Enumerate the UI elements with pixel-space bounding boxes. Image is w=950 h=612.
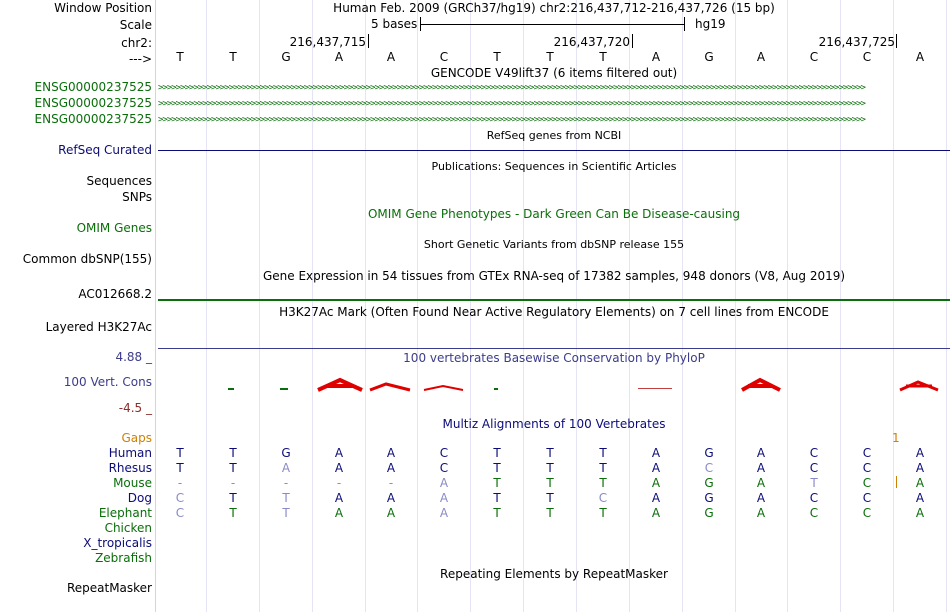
reference-base: C bbox=[439, 50, 449, 64]
phylop-peak-2 bbox=[370, 384, 410, 390]
gencode-item-label-2[interactable]: ENSG00000237525 bbox=[34, 96, 152, 110]
species-aligned-base: T bbox=[229, 491, 237, 505]
species-aligned-base: G bbox=[704, 506, 714, 520]
position-label-3: 216,437,725 bbox=[818, 35, 895, 49]
phylop-peak-3 bbox=[424, 386, 463, 390]
reference-base: T bbox=[493, 50, 501, 64]
species-label[interactable]: Human bbox=[108, 446, 152, 460]
gtex-gene-label[interactable]: AC012668.2 bbox=[78, 287, 152, 301]
refseq-feature-line[interactable] bbox=[158, 150, 950, 151]
species-aligned-base: T bbox=[546, 491, 554, 505]
gencode-item-label-3[interactable]: ENSG00000237525 bbox=[34, 112, 152, 126]
species-aligned-base: - bbox=[388, 476, 394, 490]
species-aligned-base: T bbox=[282, 506, 290, 520]
species-aligned-base: A bbox=[386, 461, 396, 475]
phylop-bar-1 bbox=[228, 388, 234, 390]
species-aligned-base: A bbox=[915, 476, 925, 490]
species-aligned-base: C bbox=[809, 506, 819, 520]
gencode-gene-feature-1[interactable]: >>>>>>>>>>>>>>>>>>>>>>>>>>>>>>>>>>>>>>>>>>>>>>>>>>>>>>>>>>>>>>>>>>>>>>>>>>>>>>>>>>>>>>>>>>>>>>>>>>>>>>>>>>>>>>>>>>>>>>>>>>>>>>>>>>>>>>>>>>>>>>>>>>>>>>>>>>>>>>>> bbox=[158, 84, 865, 92]
species-aligned-base: C bbox=[175, 491, 185, 505]
species-aligned-base: A bbox=[756, 446, 766, 460]
species-aligned-base: C bbox=[175, 506, 185, 520]
reference-base: A bbox=[334, 50, 344, 64]
reference-base: T bbox=[229, 50, 237, 64]
species-aligned-base: T bbox=[176, 461, 184, 475]
scale-bar-text: 5 bases bbox=[371, 17, 418, 31]
strand-arrow-label: ---> bbox=[128, 52, 152, 66]
dbsnp-track-title: Short Genetic Variants from dbSNP release 155 bbox=[423, 238, 685, 251]
species-aligned-base: C bbox=[439, 461, 449, 475]
omim-track-title: OMIM Gene Phenotypes - Dark Green Can Be Disease-causing bbox=[367, 207, 741, 221]
species-label[interactable]: Zebrafish bbox=[95, 551, 152, 565]
species-label[interactable]: Elephant bbox=[98, 506, 152, 520]
species-aligned-base: C bbox=[862, 506, 872, 520]
species-aligned-base: A bbox=[334, 461, 344, 475]
phylop-peak-4 bbox=[742, 380, 780, 390]
phylop-bar-3 bbox=[494, 388, 498, 390]
phylop-track-title: 100 vertebrates Basewise Conservation by PhyloP bbox=[403, 351, 705, 365]
species-aligned-base: T bbox=[599, 476, 607, 490]
gtex-track-title: Gene Expression in 54 tissues from GTEx RNA-seq of 17382 samples, 948 donors (V8, Aug 2019) bbox=[262, 269, 846, 283]
reference-base: T bbox=[546, 50, 554, 64]
phylop-track-label[interactable]: 100 Vert. Cons bbox=[63, 375, 152, 389]
phylop-bar-2 bbox=[280, 388, 288, 390]
species-aligned-base: - bbox=[336, 476, 342, 490]
species-aligned-base: C bbox=[598, 491, 608, 505]
species-aligned-base: C bbox=[862, 476, 872, 490]
species-aligned-base: T bbox=[546, 506, 554, 520]
gencode-track-title: GENCODE V49lift37 (6 items filtered out) bbox=[430, 66, 678, 80]
reference-base: G bbox=[704, 50, 714, 64]
species-aligned-base: C bbox=[704, 461, 714, 475]
position-label-1: 216,437,715 bbox=[289, 35, 366, 49]
gencode-gene-feature-2[interactable]: >>>>>>>>>>>>>>>>>>>>>>>>>>>>>>>>>>>>>>>>>>>>>>>>>>>>>>>>>>>>>>>>>>>>>>>>>>>>>>>>>>>>>>>>>>>>>>>>>>>>>>>>>>>>>>>>>>>>>>>>>>>>>>>>>>>>>>>>>>>>>>>>>>>>>>>>>>>>>>>> bbox=[158, 100, 865, 108]
species-aligned-base: C bbox=[439, 446, 449, 460]
species-aligned-base: T bbox=[493, 506, 501, 520]
species-aligned-base: - bbox=[177, 476, 183, 490]
species-aligned-base: A bbox=[651, 446, 661, 460]
species-aligned-base: A bbox=[756, 461, 766, 475]
chrom-label: chr2: bbox=[121, 36, 152, 50]
species-aligned-base: T bbox=[546, 446, 554, 460]
species-aligned-base: C bbox=[809, 461, 819, 475]
species-label[interactable]: Mouse bbox=[113, 476, 152, 490]
window-position-label: Window Position bbox=[54, 1, 152, 15]
species-aligned-base: A bbox=[334, 446, 344, 460]
species-label[interactable]: Rhesus bbox=[108, 461, 152, 475]
publications-track-title: Publications: Sequences in Scientific Articles bbox=[431, 160, 677, 173]
species-aligned-base: T bbox=[546, 476, 554, 490]
position-tick-2 bbox=[632, 34, 633, 48]
species-aligned-base: A bbox=[651, 491, 661, 505]
scale-label: Scale bbox=[119, 18, 152, 32]
h3k27ac-label[interactable]: Layered H3K27Ac bbox=[45, 320, 152, 334]
label-separator bbox=[155, 0, 156, 612]
species-aligned-base: T bbox=[599, 446, 607, 460]
species-aligned-base: A bbox=[386, 491, 396, 505]
species-aligned-base: T bbox=[493, 491, 501, 505]
species-aligned-base: T bbox=[810, 476, 818, 490]
gaps-label: Gaps bbox=[121, 431, 152, 445]
species-aligned-base: A bbox=[386, 446, 396, 460]
reference-base: A bbox=[386, 50, 396, 64]
species-aligned-base: - bbox=[283, 476, 289, 490]
species-aligned-base: - bbox=[230, 476, 236, 490]
species-aligned-base: T bbox=[229, 461, 237, 475]
phylop-min-label: -4.5 _ bbox=[118, 401, 152, 415]
phylop-max-label: 4.88 _ bbox=[115, 350, 152, 364]
species-aligned-base: C bbox=[809, 446, 819, 460]
refseq-track-title: RefSeq genes from NCBI bbox=[486, 129, 622, 142]
publications-snps-label[interactable]: SNPs bbox=[122, 190, 152, 204]
species-aligned-base: T bbox=[493, 461, 501, 475]
species-aligned-base: A bbox=[334, 506, 344, 520]
species-aligned-base: C bbox=[862, 446, 872, 460]
species-aligned-base: A bbox=[756, 506, 766, 520]
species-aligned-base: A bbox=[756, 476, 766, 490]
omim-genes-label[interactable]: OMIM Genes bbox=[76, 221, 152, 235]
species-aligned-base: T bbox=[493, 476, 501, 490]
species-label[interactable]: X_tropicalis bbox=[83, 536, 152, 550]
gencode-item-label-1[interactable]: ENSG00000237525 bbox=[34, 80, 152, 94]
phylop-signal-graph[interactable] bbox=[158, 376, 950, 392]
publications-sequences-label[interactable]: Sequences bbox=[86, 174, 152, 188]
reference-base: T bbox=[599, 50, 607, 64]
reference-base: G bbox=[281, 50, 291, 64]
species-aligned-base: A bbox=[915, 461, 925, 475]
species-aligned-base: A bbox=[651, 506, 661, 520]
species-aligned-base: T bbox=[176, 446, 184, 460]
species-aligned-base: A bbox=[334, 491, 344, 505]
species-aligned-base: A bbox=[439, 476, 449, 490]
phylop-bar-4 bbox=[638, 388, 672, 389]
species-aligned-base: T bbox=[229, 506, 237, 520]
species-aligned-base: A bbox=[651, 461, 661, 475]
species-aligned-base: C bbox=[862, 491, 872, 505]
gap-marker bbox=[896, 476, 897, 488]
repeatmasker-track-title: Repeating Elements by RepeatMasker bbox=[440, 567, 668, 581]
scale-bar-left-tick bbox=[420, 17, 421, 31]
species-aligned-base: T bbox=[546, 461, 554, 475]
position-label-2: 216,437,720 bbox=[553, 35, 630, 49]
scale-db-text: hg19 bbox=[695, 17, 726, 31]
reference-base: T bbox=[176, 50, 184, 64]
reference-base: A bbox=[651, 50, 661, 64]
reference-base: A bbox=[756, 50, 766, 64]
species-aligned-base: A bbox=[651, 476, 661, 490]
species-aligned-base: A bbox=[386, 506, 396, 520]
species-aligned-base: G bbox=[704, 446, 714, 460]
species-aligned-base: A bbox=[915, 506, 925, 520]
species-aligned-base: A bbox=[281, 461, 291, 475]
repeatmasker-label[interactable]: RepeatMasker bbox=[66, 581, 152, 595]
species-aligned-base: T bbox=[599, 506, 607, 520]
species-aligned-base: A bbox=[439, 506, 449, 520]
scale-bar bbox=[420, 24, 684, 25]
species-aligned-base: G bbox=[704, 476, 714, 490]
gaps-count: 1 bbox=[892, 431, 900, 445]
species-aligned-base: C bbox=[862, 461, 872, 475]
species-aligned-base: A bbox=[915, 446, 925, 460]
scale-bar-right-tick bbox=[684, 17, 685, 31]
position-tick-3 bbox=[896, 34, 897, 48]
h3k27ac-track-title: H3K27Ac Mark (Often Found Near Active Regulatory Elements) on 7 cell lines from ENCODE bbox=[279, 305, 829, 319]
refseq-curated-label[interactable]: RefSeq Curated bbox=[58, 143, 152, 157]
species-aligned-base: T bbox=[599, 461, 607, 475]
phylop-peak-5 bbox=[900, 382, 938, 390]
species-aligned-base: T bbox=[229, 446, 237, 460]
species-aligned-base: G bbox=[704, 491, 714, 505]
gtex-gene-bar[interactable] bbox=[158, 299, 950, 301]
reference-base: A bbox=[915, 50, 925, 64]
species-label[interactable]: Dog bbox=[127, 491, 152, 505]
phylop-peak-1 bbox=[318, 380, 362, 390]
species-aligned-base: G bbox=[281, 446, 291, 460]
reference-base: C bbox=[862, 50, 872, 64]
species-label[interactable]: Chicken bbox=[104, 521, 152, 535]
species-aligned-base: C bbox=[809, 491, 819, 505]
gencode-gene-feature-3[interactable]: >>>>>>>>>>>>>>>>>>>>>>>>>>>>>>>>>>>>>>>>>>>>>>>>>>>>>>>>>>>>>>>>>>>>>>>>>>>>>>>>>>>>>>>>>>>>>>>>>>>>>>>>>>>>>>>>>>>>>>>>>>>>>>>>>>>>>>>>>>>>>>>>>>>>>>>>>>>>>>>> bbox=[158, 116, 865, 124]
h3k27ac-baseline bbox=[158, 348, 950, 349]
species-aligned-base: A bbox=[756, 491, 766, 505]
position-tick-1 bbox=[368, 34, 369, 48]
reference-base: C bbox=[809, 50, 819, 64]
species-aligned-base: T bbox=[493, 446, 501, 460]
dbsnp-label[interactable]: Common dbSNP(155) bbox=[22, 252, 152, 266]
assembly-position-text: Human Feb. 2009 (GRCh37/hg19) chr2:216,437,712-216,437,726 (15 bp) bbox=[333, 1, 775, 15]
species-aligned-base: A bbox=[439, 491, 449, 505]
species-aligned-base: T bbox=[282, 491, 290, 505]
multiz-track-title: Multiz Alignments of 100 Vertebrates bbox=[442, 417, 666, 431]
species-aligned-base: A bbox=[915, 491, 925, 505]
